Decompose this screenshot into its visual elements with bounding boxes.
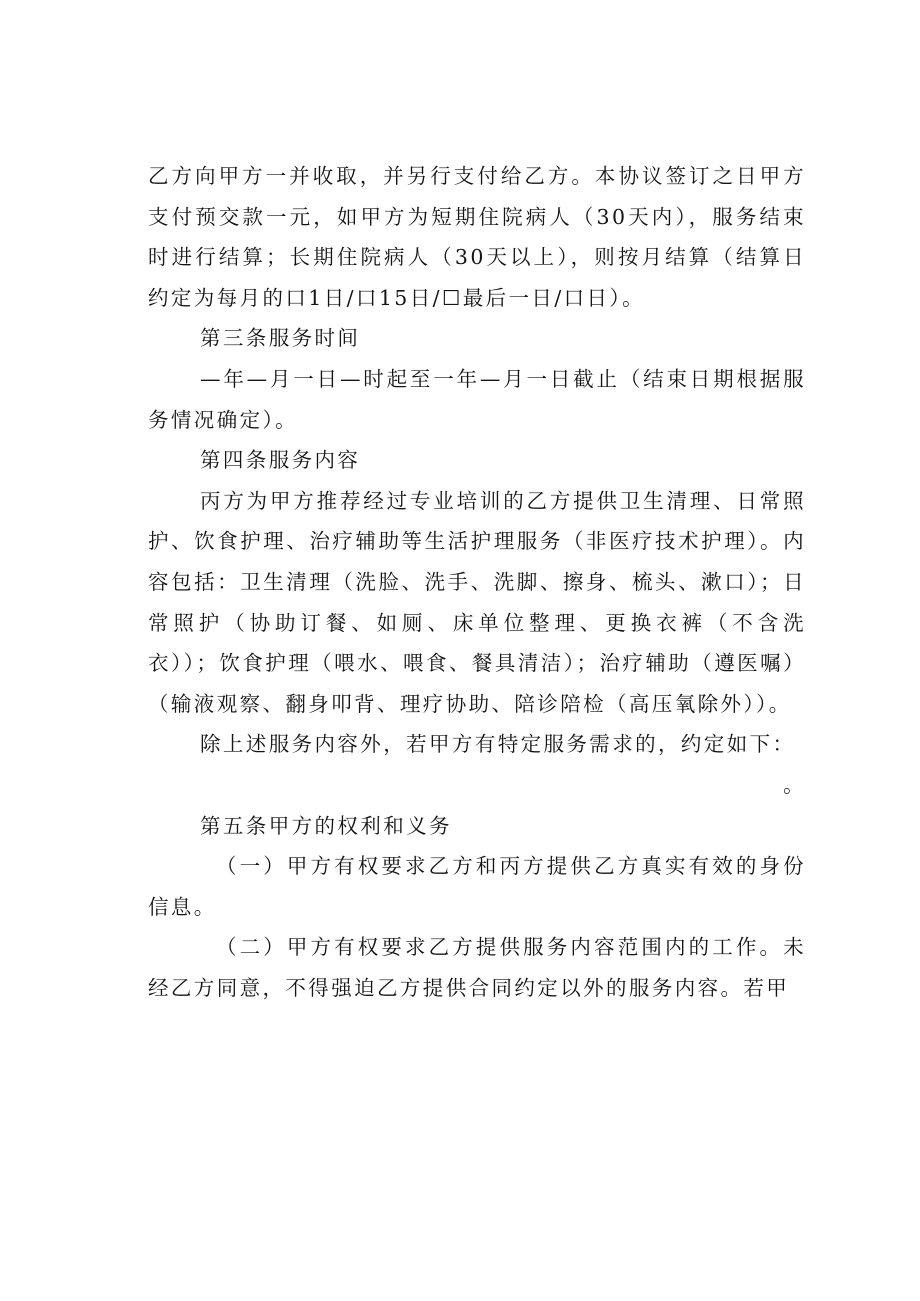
clause-2-service-scope: （二）甲方有权要求乙方提供服务内容范围内的工作。未经乙方同意，不得强迫乙方提供合同约定以外的服务内容。若甲 [148,935,806,1000]
article-5-heading: 第五条甲方的权利和义务 [200,813,452,838]
clause-1-identity-info: （一）甲方有权要求乙方和丙方提供乙方真实有效的身份信息。 [148,854,806,919]
article-4-heading: 第四条服务内容 [200,448,361,473]
paragraph-special-requirements: 除上述服务内容外，若甲方有特定服务需求的，约定如下： [200,732,796,757]
paragraph-payment-terms: 乙方向甲方一并收取，并另行支付给乙方。本协议签订之日甲方支付预交款一元，如甲方为短期住院病人（30天内），服务结束时进行结算；长期住院病人（30天以上），则按月结算（结算日约定为每月的口1日/口15日/☐最后一日/口日）。 [148,164,806,310]
document-body [148,156,806,1008]
paragraph-service-content: 丙方为甲方推荐经过专业培训的乙方提供卫生清理、日常照护、饮食护理、治疗辅助等生活护理服务（非医疗技术护理）。内容包括：卫生清理（洗脸、洗手、洗脚、擦身、梳头、漱口）；日常照护（协助订餐、如厕、床单位整理、更换衣裤（不含洗衣））；饮食护理（喂水、喂食、餐具清洁）；治疗辅助（遵医嘱）（输液观察、翻身叩背、理疗协助、陪诊陪检（高压氧除外））。 [148,488,806,716]
article-3-heading: 第三条服务时间 [200,326,361,351]
blank-line-end-mark: 。 [783,772,806,797]
paragraph-service-time: —年—月一日—时起至一年—月一日截止（结束日期根据服务情况确定）。 [148,366,806,432]
